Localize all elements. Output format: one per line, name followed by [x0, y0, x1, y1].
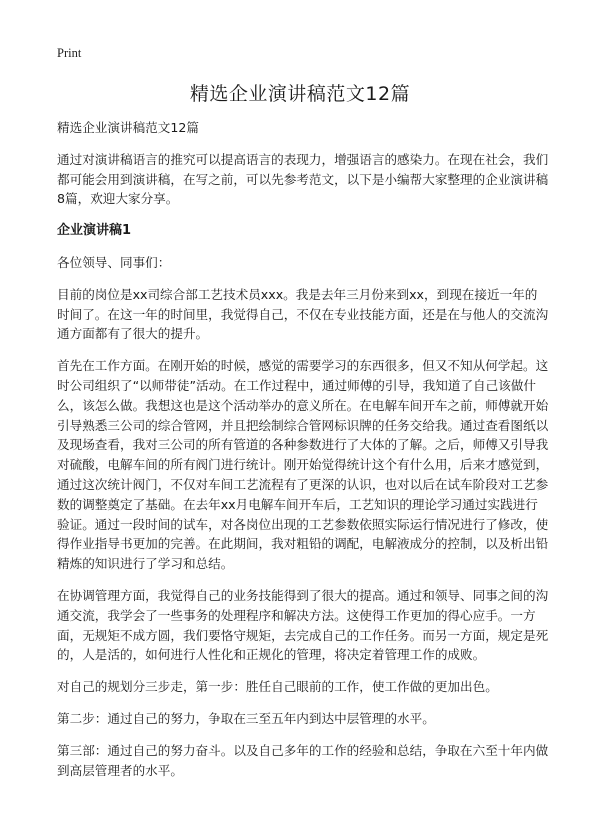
page-title: 精选企业演讲稿范文12篇 — [189, 83, 411, 105]
body-paragraph-5: 第二步：通过自己的努力，争取在三至五年内到达中层管理的水平。 — [57, 710, 435, 726]
section-heading: 企业演讲稿1 — [57, 223, 132, 239]
intro-paragraph: 通过对演讲稿语言的推究可以提高语言的表现力，增强语言的感染力。在现在社会，我们都可能会用到演讲稿，在写之前，可以先参考范文，以下是小编帮大家整理的企业演讲稿8篇，欢迎大家分享。 — [57, 151, 549, 207]
body-paragraph-4: 对自己的规划分三步走，第一步：胜任自己眼前的工作，使工作做的更加出色。 — [57, 679, 498, 695]
article-body — [57, 118, 549, 792]
body-paragraph-1: 目前的岗位是xx司综合部工艺技术员xxx。我是去年三月份来到xx，到现在接近一年的时间了。在这一年的时间里，我觉得自己，不仅在专业技能方面，还是在与他人的交流沟通方面都有了很大的提升。 — [57, 286, 549, 342]
greeting: 各位领导、同事们： — [57, 254, 171, 270]
article-subtitle: 精选企业演讲稿范文12篇 — [57, 120, 199, 135]
print-link[interactable]: Print — [57, 46, 82, 60]
body-paragraph-3: 在协调管理方面，我觉得自己的业务技能得到了很大的提高。通过和领导、同事之间的沟通交流，我学会了一些事务的处理程序和解决方法。这使得工作更加的得心应手。一方面，无规矩不成方圆，我们要恪守规矩，去完成自己的工作任务。而另一方面，规定是死的，人是活的，如何进行人性化和正规化的管理，将决定着管理工作的成败。 — [57, 587, 549, 663]
body-paragraph-6: 第三部：通过自己的努力奋斗。以及自己多年的工作的经验和总结，争取在六至十年内做到高层管理者的水平。 — [57, 742, 549, 778]
body-paragraph-2: 首先在工作方面。在刚开始的时候，感觉的需要学习的东西很多，但又不知从何学起。这时公司组织了“以师带徒”活动。在工作过程中，通过师傅的引导，我知道了自己该做什么，该怎么做。我想这也是这个活动举办的意义所在。在电解车间开车之前，师傅就开始引导熟悉三公司的综合管网，并且把绘制综合管网标识牌的任务交给我。通过查看图纸以及现场查看，我对三公司的所有管道的各种参数进行了大体的了解。之后，师傅又引导我对硫酸，电解车间的所有阀门进行统计。刚开始觉得统计这个有什么用，后来才感觉到，通过这次统计阀门，不仅对车间工艺流程有了更深的认识，也对以后在试车阶段对工艺参数的调整奠定了基础。在去年xx月电解车间开车后，工艺知识的理论学习通过实践进行验证。通过一段时间的试车，对各岗位出现的工艺参数依照实际运行情况进行了修改，使得作业指导书更加的完善。在此期间，我对粗铅的调配，电解液成分的控制，以及析出铅精炼的知识进行了学习和总结。 — [57, 358, 549, 572]
